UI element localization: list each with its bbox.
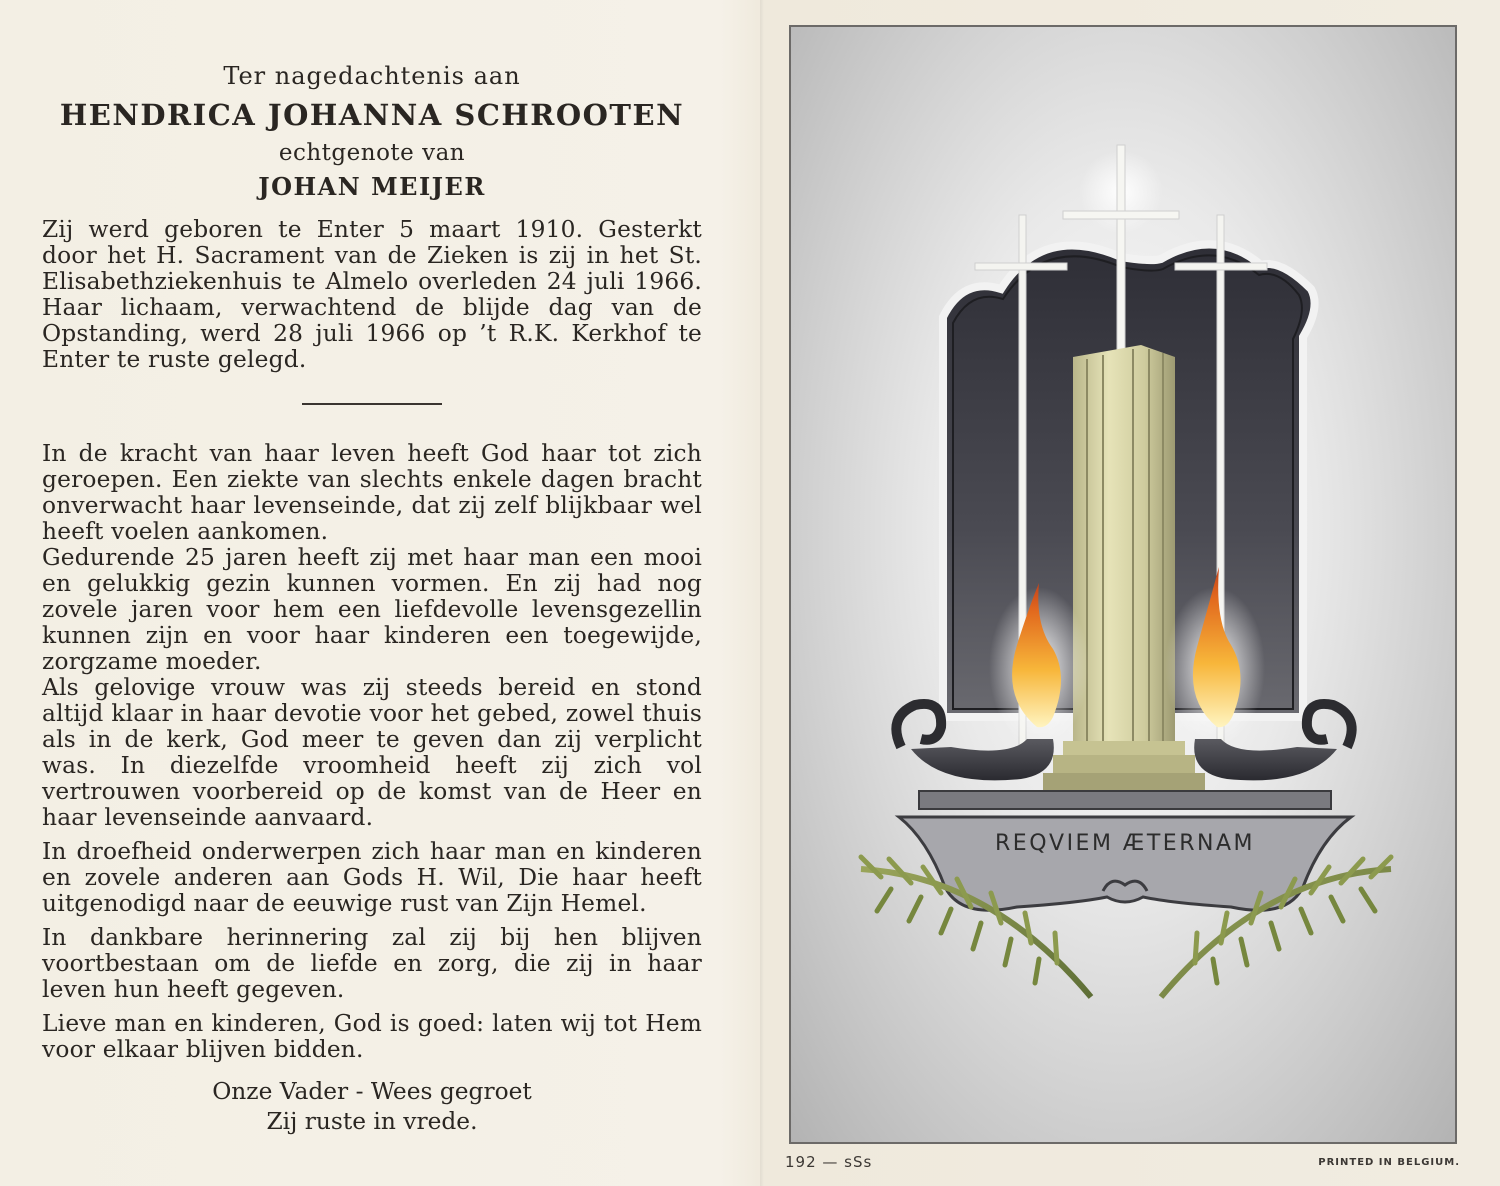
inscription-text: REQVIEM ÆTERNAM: [995, 831, 1255, 856]
body-paragraph-2: Gedurende 25 jaren heeft zij met haar man een mooi en gelukkig gezin kunnen vormen. En zij had nog zovele jaren voor hem een liefdevolle levensgezellin kunnen zijn en voor haar kinderen een toegewijde, zorgzame moeder.: [42, 544, 702, 675]
deceased-name: HENDRICA JOHANNA SCHROOTEN: [59, 98, 685, 132]
divider-line: [302, 403, 442, 405]
body-paragraph-4: In droefheid onderwerpen zich haar man en kinderen en zovele anderen aan Gods H. Wil, Die haar heeft uitgenodigd naar de eeuwige rust van Zijn Hemel.: [42, 838, 702, 917]
illustration-panel: [789, 25, 1457, 1144]
body-paragraph-1: In de kracht van haar leven heeft God haar tot zich geroepen. Een ziekte van slechts enkele dagen bracht onverwacht haar levenseinde, dat zij zelf blijkbaar wel heeft voelen aankomen.: [42, 440, 702, 545]
body-paragraph-6: Lieve man en kinderen, God is goed: laten wij tot Hem voor elkaar blijven bidden.: [42, 1010, 702, 1063]
closing-block: [42, 1077, 702, 1137]
prayer-line: Onze Vader - Wees gegroet: [212, 1078, 532, 1105]
intro-text: Ter nagedachtenis aan: [223, 62, 521, 90]
printer-note: PRINTED IN BELGIUM.: [1318, 1157, 1460, 1168]
left-page: [42, 62, 702, 1137]
altar-slab: [899, 791, 1351, 910]
card-fold: [760, 0, 764, 1186]
card-number: 192 — sSs: [785, 1153, 873, 1171]
body-paragraph-5: In dankbare herinnering zal zij bij hen blijven voortbestaan om de liefde en zorg, die zij in haar leven hun heeft gegeven.: [42, 924, 702, 1003]
spouse-name: JOHAN MEIJER: [258, 172, 486, 201]
body-paragraph-3: Als gelovige vrouw was zij steeds bereid en stond altijd klaar in haar devotie voor het gebed, zowel thuis als in de kerk, God meer te geven dan zij verplicht was. In diezelfde vroomheid heeft zij zich vol vertrouwen voorbereid op de komst van de Heer en haar levenseinde aanvaard.: [42, 674, 702, 831]
rest-in-peace-line: Zij ruste in vrede.: [266, 1108, 478, 1135]
spouse-label: echtgenote van: [278, 140, 466, 166]
memorial-illustration: [791, 27, 1457, 1144]
biography-paragraph: Zij werd geboren te Enter 5 maart 1910. Gesterkt door het H. Sacrament van de Zieken is zij in het St. Elisabethziekenhuis te Almelo overleden 24 juli 1966. Haar lichaam, verwachtend de blijde dag van de Opstanding, werd 28 juli 1966 op ’t R.K. Kerkhof te Enter te ruste gelegd.: [42, 216, 702, 373]
